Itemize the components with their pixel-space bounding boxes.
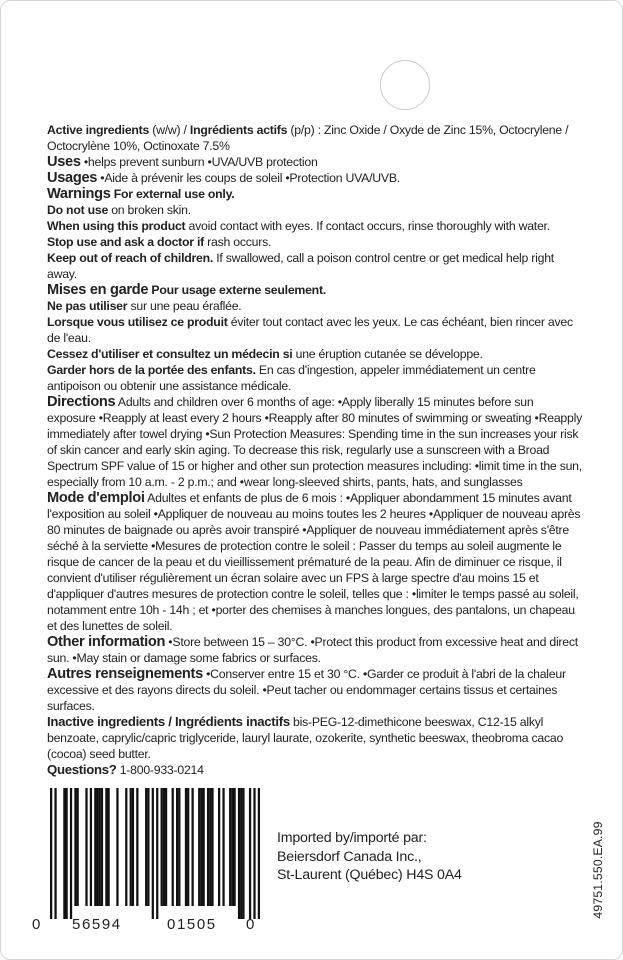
barcode-digit-right: 0 [246, 916, 256, 933]
warning-do-not-use: Do not use on broken skin. [47, 203, 191, 217]
uses: Uses •helps prevent sunburn •UVA/UVB protection [47, 154, 318, 170]
barcode-bar [125, 788, 127, 906]
barcode-bar [222, 788, 224, 906]
barcode-bar [156, 788, 158, 919]
barcode-bar [200, 788, 202, 906]
barcode-bar [105, 788, 107, 906]
barcode-bar [65, 788, 67, 919]
barcode-bar [145, 788, 147, 906]
barcode-bar [152, 788, 154, 919]
directions: Directions Adults and children over 6 months of age: •Apply liberally 15 minutes before sun exposure •Reapply at least every 2 hours •Reapply after 80 minutes of swimming or sweating •Reapply immediately after towel drying •Sun Protection Measures: Spending time in the sun increases your risk of skin cancer and early skin aging. To decrease this risk, regularly use a sunscreen with a Broad Spectrum SPF value of 15 or higher and other sun protection measures including: •limit time in the sun, especially from 10 a.m. - 2 p.m.; and •wear long-sleeved shirts, pants, hats, and sunglasses [47, 394, 582, 489]
other-information: Other information •Store between 15 – 30°C. •Protect this product from excessive heat and direct sun. •May stain or damage some fabrics or surfaces. [47, 634, 578, 665]
barcode-bar [176, 788, 178, 906]
upc-barcode [50, 788, 260, 919]
mode-heading: Mode d'emploi [47, 490, 145, 506]
active-ingredients-label: Active ingredients [47, 123, 150, 137]
barcode-bar [198, 788, 200, 906]
usages-heading: Usages [47, 170, 98, 186]
barcode-bar [238, 788, 240, 919]
barcode-bar [242, 788, 244, 919]
barcode-bar [209, 788, 211, 906]
uses-heading: Uses [47, 154, 81, 170]
autres-heading: Autres renseignements [47, 666, 203, 682]
warning-stop-use: Stop use and ask a doctor if rash occurs. [47, 235, 272, 249]
barcode-bar [107, 788, 109, 906]
barcode-bar [203, 788, 205, 906]
barcode-bar [229, 788, 231, 906]
label-text [47, 122, 582, 778]
mise-cessez: Cessez d'utiliser et consultez un médecin si une éruption cutanée se développe. [47, 347, 483, 361]
barcode-bar [99, 788, 101, 906]
barcode-bar [207, 788, 209, 906]
barcode-bar [178, 788, 180, 906]
active-ingredients-text: Zinc Oxide / Oxyde de Zinc 15%, Octocrylene / Octocrylène 10%, Octinoxate 7.5% [47, 123, 569, 153]
barcode-bar [231, 788, 233, 906]
barcode-bar [50, 788, 52, 919]
barcode-group-right: 01505 [167, 916, 217, 933]
mise-ne-pas-utiliser: Ne pas utiliser sur une peau éraflée. [47, 299, 242, 313]
barcode-bar [54, 788, 56, 919]
barcode-bar [161, 788, 163, 906]
barcode-bar [94, 788, 96, 906]
mises-en-garde: Mises en garde Pour usage externe seulement. [47, 282, 326, 298]
barcode-bar [240, 788, 242, 919]
autres-renseignements: Autres renseignements •Conserver entre 15 et 30 °C. •Garder ce produit à l'abri de la chaleur excessive et des rayons directs du soleil. •Peut tacher ou endommager certains tissus et certaines surfaces. [47, 666, 566, 713]
barcode-bar [96, 788, 98, 906]
warnings-heading: Warnings [47, 186, 111, 202]
mise-lorsque: Lorsque vous utilisez ce produit éviter tout contact avec les yeux. Le cas échéant, bien rincer avec de l'eau. [47, 315, 573, 345]
usages: Usages •Aide à prévenir les coups de soleil •Protection UVA/UVB. [47, 170, 400, 186]
mode-emploi: Mode d'emploi Adultes et enfants de plus de 6 mois : •Appliquer abondamment 15 minutes avant l'exposition au soleil •Appliquer de nouveau au moins toutes les 2 heures •Appliquer de nouveau après 80 minutes de baignade ou après avoir transpiré •Appliquer de nouveau immédiatement après s'être séché à la serviette •Mesures de protection contre le soleil : Passer du temps au soleil augmente le risque de cancer de la peau et du vieillissement prématuré de la peau. Afin de diminuer ce risque, il convient d'utiliser régulièrement un écran solaire avec un FPS à large spectre d'au moins 15 et d'appliquer d'autres mesures de protection contre le soleil, telles que : •limiter le temps passé au soleil, notamment entre 10h - 14h ; et •porter des chemises à manches longues, des pantalons, un chapeau et des lunettes de soleil. [47, 490, 581, 633]
questions-heading: Questions? [47, 762, 117, 777]
barcode-bar [211, 788, 213, 906]
warning-when-using: When using this product avoid contact with eyes. If contact occurs, rinse thoroughly with water. [47, 219, 550, 233]
barcode-bar [191, 788, 193, 906]
barcode-bar [249, 788, 251, 919]
mises-heading: Mises en garde [47, 282, 149, 298]
barcode-bar [77, 788, 79, 906]
barcode-bar [136, 788, 138, 906]
barcode-bar [63, 788, 65, 919]
lot-code: 49751.550.EA.99 [591, 821, 605, 919]
barcode-bar [70, 788, 72, 919]
barcode-bar [185, 788, 187, 906]
barcode-bar [132, 788, 134, 906]
warning-keep-out: Keep out of reach of children. If swallowed, call a poison control centre or get medical help right away. [47, 251, 554, 281]
importer-address: Imported by/importé par: Beiersdorf Canada Inc., St-Laurent (Québec) H4S 0A4 [277, 830, 462, 883]
barcode-bar [130, 788, 132, 906]
barcode-bar [90, 788, 92, 906]
active-ingredients: Active ingredients (w/w) / Ingrédients actifs (p/p) : Zinc Oxide / Oxyde de Zinc 15%, Octocrylene / Octocrylène 10%, Octinoxate 7.5% [47, 123, 569, 153]
barcode-bar [163, 788, 165, 906]
barcode-bar [74, 788, 76, 906]
mise-garder: Garder hors de la portée des enfants. En cas d'ingestion, appeler immédiatement un centre antipoison ou obtenir une assistance médicale. [47, 363, 536, 393]
warnings: Warnings For external use only. [47, 186, 235, 202]
questions-phone: 1-800-933-0214 [116, 763, 204, 777]
questions [47, 762, 582, 778]
barcode-bar [165, 788, 167, 906]
barcode-bar [258, 788, 260, 919]
barcode-digit-left: 0 [32, 916, 42, 933]
barcode-group-left: 56594 [72, 916, 122, 933]
barcode-bar [253, 788, 255, 919]
barcode-bar [187, 788, 189, 906]
directions-heading: Directions [47, 394, 116, 410]
inactive-ingredients: Inactive ingredients / Ingrédients inactifs bis-PEG-12-dimethicone beeswax, C12-15 alkyl benzoate, caprylic/capric triglyceride, lauryl laurate, ozokerite, synthetic beeswax, theobroma cacao (cocoa) seed butter. [47, 714, 564, 761]
barcode-bar [101, 788, 103, 906]
active-ingredients-label-fr: Ingrédients actifs [189, 123, 288, 137]
barcode-bar [218, 788, 220, 906]
barcode-bar [172, 788, 174, 906]
hang-hole [380, 60, 430, 110]
barcode-bar [233, 788, 235, 906]
other-heading: Other information [47, 634, 166, 650]
inactive-heading: Inactive ingredients / Ingrédients inactifs [47, 714, 290, 729]
barcode-bar [85, 788, 87, 906]
barcode-bar [116, 788, 118, 906]
barcode-bar [147, 788, 149, 906]
